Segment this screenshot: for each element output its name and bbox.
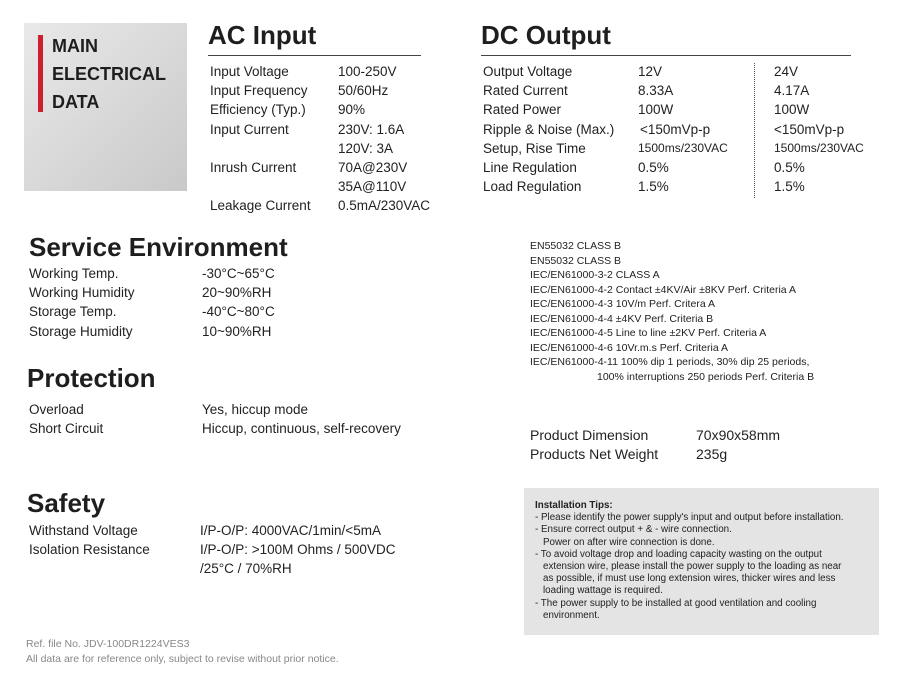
product-weight-label: Products Net Weight bbox=[530, 446, 659, 462]
emc-standard-item: IEC/EN61000-4-3 10V/m Perf. Critera A bbox=[530, 298, 715, 310]
row-value: 35A@110V bbox=[338, 179, 407, 195]
emc-standard-item: IEC/EN61000-4-2 Contact ±4KV/Air ±8KV Perf. Criteria A bbox=[530, 283, 796, 296]
tip-line: extension wire, please install the power supply to the loading as near bbox=[543, 561, 842, 573]
tip-line: as possible, if must use long extension wires, thicker wires and less bbox=[543, 573, 836, 585]
row-value: 100-250V bbox=[338, 64, 397, 79]
value-12v: 12V bbox=[638, 64, 663, 79]
product-weight-value: 235g bbox=[696, 446, 728, 462]
row-label: Storage Humidity bbox=[29, 323, 133, 339]
row-value: 90% bbox=[338, 102, 366, 118]
tip-line: loading wattage is required. bbox=[543, 585, 663, 597]
emc-standard-item: IEC/EN61000-4-11 100% dip 1 periods, 30% dip 25 periods, bbox=[530, 356, 810, 368]
row-label: Output Voltage bbox=[483, 64, 573, 79]
value-24v: 0.5% bbox=[774, 160, 805, 175]
row-label: Input Frequency bbox=[210, 83, 308, 99]
tip-line: environment. bbox=[543, 609, 600, 621]
value-24v: 4.17A bbox=[774, 83, 810, 99]
installation-tips-box bbox=[524, 488, 879, 635]
value-24v: 24V bbox=[774, 64, 799, 79]
disclaimer-note: All data are for reference only, subject to revise without prior notice. bbox=[26, 653, 339, 665]
row-value: Yes, hiccup mode bbox=[202, 402, 309, 417]
main-electrical-badge bbox=[24, 23, 187, 191]
row-label: Input Voltage bbox=[210, 64, 289, 79]
row-label: Overload bbox=[29, 402, 84, 417]
row-value: 50/60Hz bbox=[338, 83, 389, 99]
value-12v: 100W bbox=[638, 102, 674, 118]
row-value: Hiccup, continuous, self-recovery bbox=[202, 421, 401, 437]
row-value: 10~90%RH bbox=[202, 323, 272, 339]
emc-standard-item: IEC/EN61000-4-4 ±4KV Perf. Criteria B bbox=[530, 312, 714, 325]
row-label: Inrush Current bbox=[210, 160, 297, 175]
row-label: Input Current bbox=[210, 121, 289, 137]
emc-standard-item: IEC/EN61000-4-6 10Vr.m.s Perf. Criteria A bbox=[530, 341, 729, 354]
row-label: Line Regulation bbox=[483, 160, 577, 175]
row-label: Leakage Current bbox=[210, 198, 311, 214]
row-value: 70A@230V bbox=[338, 160, 408, 175]
tip-line: - To avoid voltage drop and loading capacity wasting on the output bbox=[535, 548, 822, 560]
dc-output-rule bbox=[481, 55, 851, 56]
value-24v: 1500ms/230VAC bbox=[774, 140, 864, 155]
row-label: Setup, Rise Time bbox=[483, 140, 586, 156]
row-label: Load Regulation bbox=[483, 179, 582, 195]
value-12v: 1.5% bbox=[638, 179, 669, 195]
row-label: Rated Current bbox=[483, 83, 568, 99]
row-value: -40°C~80°C bbox=[202, 304, 275, 320]
emc-standard-item: IEC/EN61000-3-2 CLASS A bbox=[530, 269, 660, 281]
row-label: Isolation Resistance bbox=[29, 542, 150, 558]
row-label: Storage Temp. bbox=[29, 304, 117, 320]
row-value: I/P-O/P: 4000VAC/1min/<5mA bbox=[200, 523, 381, 538]
tip-line: - Please identify the power supply's input and output before installation. bbox=[535, 512, 844, 524]
protection-title: Protection bbox=[27, 363, 156, 393]
tip-line: - Ensure correct output + & - wire connection. bbox=[535, 524, 732, 536]
value-12v: 0.5% bbox=[638, 160, 669, 175]
value-24v: <150mVp-p bbox=[774, 121, 845, 137]
product-dimension-value: 70x90x58mm bbox=[696, 427, 781, 443]
ac-input-rule bbox=[208, 55, 421, 56]
row-value: -30°C~65°C bbox=[202, 266, 275, 281]
emc-standard-item: IEC/EN61000-4-5 Line to line ±2KV Perf. Criteria A bbox=[530, 327, 767, 339]
value-12v: 8.33A bbox=[638, 83, 674, 99]
row-label: Rated Power bbox=[483, 102, 562, 118]
tip-line: Power on after wire connection is done. bbox=[543, 536, 715, 548]
row-value: I/P-O/P: >100M Ohms / 500VDC bbox=[200, 542, 396, 558]
dc-column-separator bbox=[754, 63, 755, 198]
value-24v: 1.5% bbox=[774, 179, 805, 195]
installation-tips-title: Installation Tips: bbox=[535, 500, 613, 511]
row-value: /25°C / 70%RH bbox=[200, 561, 292, 577]
row-label: Efficiency (Typ.) bbox=[210, 102, 306, 118]
row-label: Ripple & Noise (Max.) bbox=[483, 121, 615, 137]
badge-line-2: ELECTRICAL bbox=[52, 64, 166, 84]
value-24v: 100W bbox=[774, 102, 810, 118]
emc-standard-item: EN55032 CLASS B bbox=[530, 254, 622, 267]
badge-accent-bar bbox=[38, 35, 43, 112]
emc-standard-item: EN55032 CLASS B bbox=[530, 240, 622, 252]
row-label: Short Circuit bbox=[29, 421, 104, 437]
value-12v: 1500ms/230VAC bbox=[638, 140, 728, 155]
row-label: Working Temp. bbox=[29, 266, 119, 281]
tip-line: - The power supply to be installed at good ventilation and cooling bbox=[535, 597, 817, 609]
service-environment-title: Service Environment bbox=[29, 232, 288, 262]
badge-line-1: MAIN bbox=[52, 36, 98, 56]
row-label: Working Humidity bbox=[29, 285, 135, 301]
reference-file-number: Ref. file No. JDV-100DR1224VES3 bbox=[26, 638, 190, 650]
row-value: 120V: 3A bbox=[338, 140, 394, 156]
badge-line-3: DATA bbox=[52, 92, 100, 112]
row-value: 0.5mA/230VAC bbox=[338, 198, 431, 214]
value-12v: <150mVp-p bbox=[640, 121, 711, 137]
product-dimension-label: Product Dimension bbox=[530, 427, 649, 443]
emc-standard-item: 100% interruptions 250 periods Perf. Criteria B bbox=[597, 370, 815, 383]
row-value: 20~90%RH bbox=[202, 285, 272, 301]
safety-title: Safety bbox=[27, 488, 106, 518]
dc-output-title: DC Output bbox=[481, 20, 611, 50]
ac-input-title: AC Input bbox=[208, 20, 317, 50]
row-label: Withstand Voltage bbox=[29, 523, 138, 538]
row-value: 230V: 1.6A bbox=[338, 121, 405, 137]
